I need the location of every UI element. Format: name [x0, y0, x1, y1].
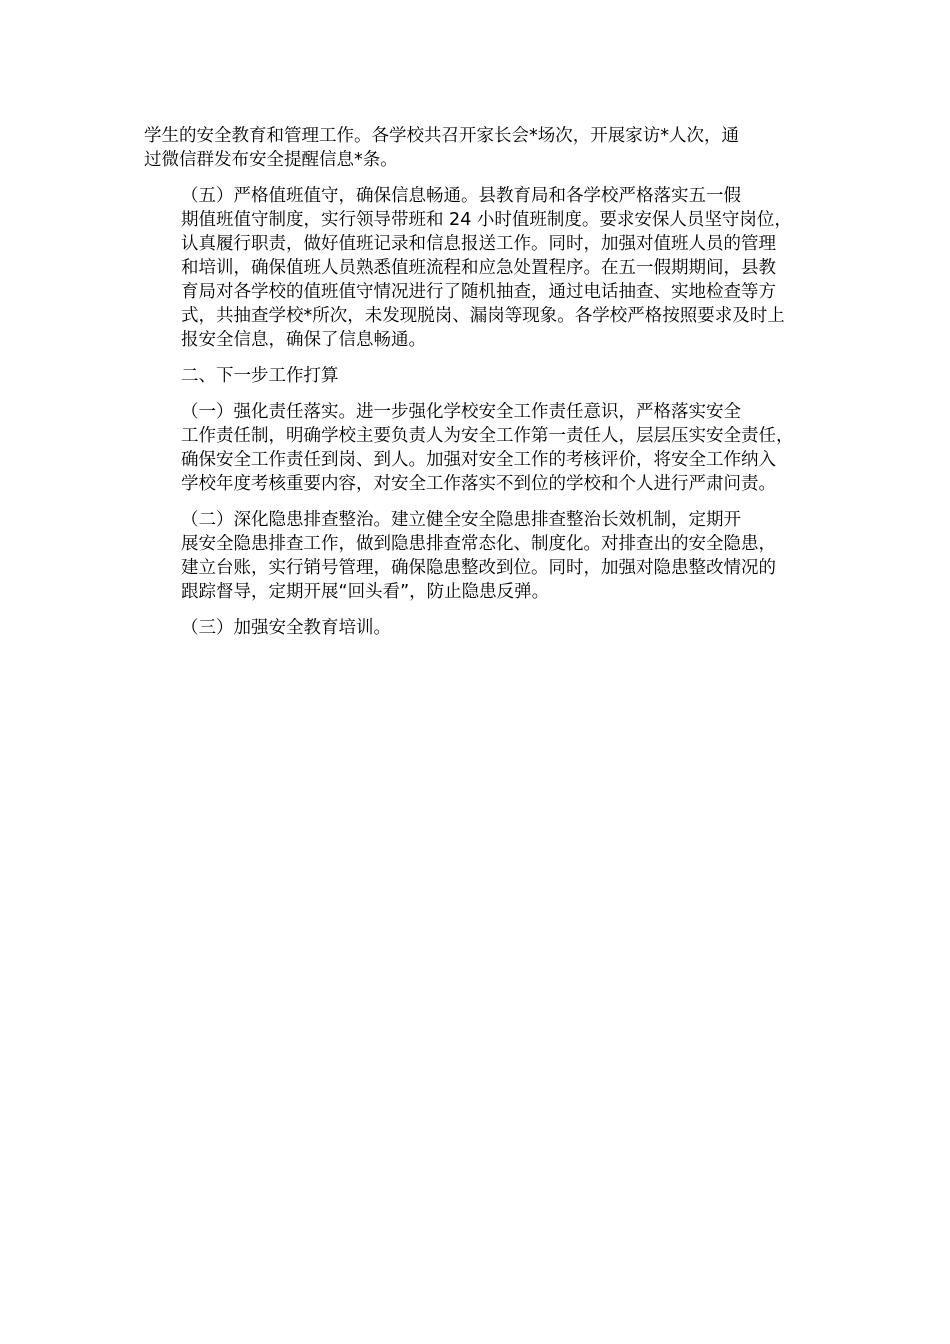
text-line: 学校年度考核重要内容，对安全工作落实不到位的学校和个人进行严肃问责。 — [181, 474, 776, 494]
text-line: 建立台账，实行销号管理，确保隐患整改到位。同时，加强对隐患整改情况的 — [181, 558, 776, 578]
text-line: （三）加强安全教育培训。 — [181, 618, 391, 638]
paragraph-responsibility — [144, 400, 816, 496]
paragraph-hazard-inspection — [144, 508, 816, 604]
text-line: （二）深化隐患排查整治。建立健全安全隐患排查整治长效机制，定期开 — [181, 510, 741, 530]
paragraph-student-safety-education — [144, 124, 816, 172]
text-line: 式，共抽查学校*所次，未发现脱岗、漏岗等现象。各学校严格按照要求及时上 — [181, 306, 785, 326]
paragraph-duty-shift — [144, 184, 816, 352]
text-line: 展安全隐患排查工作，做到隐患排查常态化、制度化。对排查出的安全隐患， — [181, 534, 776, 554]
text-line: （一）强化责任落实。进一步强化学校安全工作责任意识，严格落实安全 — [181, 402, 741, 422]
text-line: 和培训，确保值班人员熟悉值班流程和应急处置程序。在五一假期期间，县教 — [181, 258, 776, 278]
document-body — [144, 124, 816, 652]
text-line: 过微信群发布安全提醒信息*条。 — [144, 150, 398, 170]
text-line: 学生的安全教育和管理工作。各学校共召开家长会*场次，开展家访*人次，通 — [144, 126, 739, 146]
text-line: 认真履行职责，做好值班记录和信息报送工作。同时，加强对值班人员的管理 — [181, 234, 776, 254]
text-line: 期值班值守制度，实行领导带班和 24 小时值班制度。要求安保人员坚守岗位， — [181, 210, 792, 230]
text-line: 育局对各学校的值班值守情况进行了随机抽查，通过电话抽查、实地检查等方 — [181, 282, 776, 302]
text-line: 跟踪督导，定期开展“回头看”，防止隐患反弹。 — [181, 582, 550, 602]
text-line: 工作责任制，明确学校主要负责人为安全工作第一责任人，层层压实安全责任， — [181, 426, 794, 446]
section-heading-next-steps — [144, 364, 816, 388]
text-line: （五）严格值班值守，确保信息畅通。县教育局和各学校严格落实五一假 — [181, 186, 741, 206]
paragraph-safety-training — [144, 616, 816, 640]
text-line: 报安全信息，确保了信息畅通。 — [181, 330, 426, 350]
heading-text: 二、下一步工作打算 — [181, 366, 339, 386]
text-line: 确保安全工作责任到岗、到人。加强对安全工作的考核评价，将安全工作纳入 — [181, 450, 776, 470]
